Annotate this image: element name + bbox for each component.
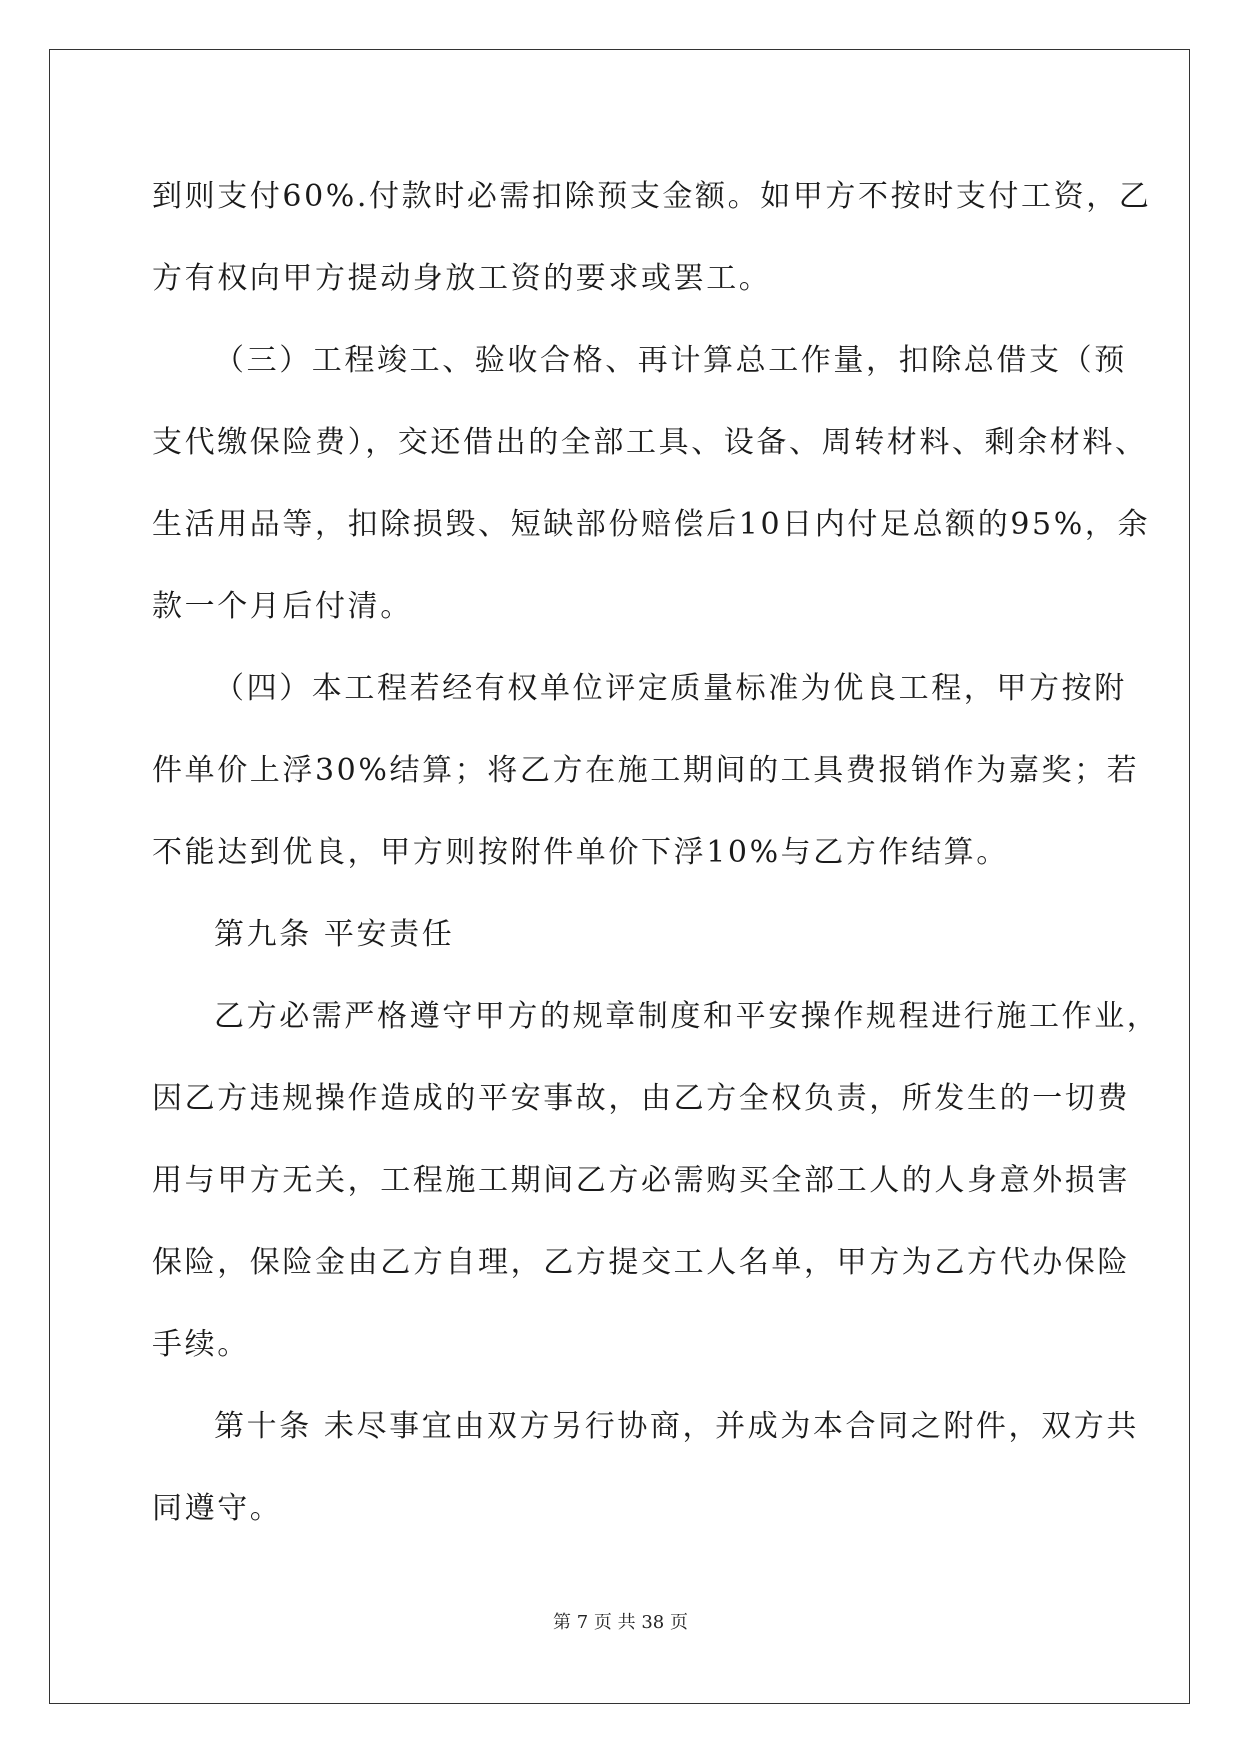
page-number-footer: 第 7 页 共 38 页 [553, 1612, 688, 1633]
text-line: 支代缴保险费），交还借出的全部工具、设备、周转材料、剩余材料、 [152, 425, 1148, 460]
text-line: 件单价上浮30%结算；将乙方在施工期间的工具费报销作为嘉奖；若 [152, 753, 1140, 788]
text-line: 第十条 未尽事宜由双方另行协商，并成为本合同之附件，双方共 [214, 1409, 1139, 1444]
text-line: 到则支付60%.付款时必需扣除预支金额。如甲方不按时支付工资，乙 [152, 179, 1152, 214]
text-line: 方有权向甲方提动身放工资的要求或罢工。 [152, 261, 772, 296]
document-body [152, 156, 1160, 1550]
text-line: 同遵守。 [152, 1491, 283, 1526]
text-line: 不能达到优良，甲方则按附件单价下浮10%与乙方作结算。 [152, 835, 1009, 870]
text-line: 用与甲方无关，工程施工期间乙方必需购买全部工人的人身意外损害 [152, 1163, 1130, 1198]
text-line: 乙方必需严格遵守甲方的规章制度和平安操作规程进行施工作业， [214, 999, 1160, 1034]
section-heading: 第九条 平安责任 [214, 917, 455, 952]
text-line: 生活用品等，扣除损毁、短缺部份赔偿后10日内付足总额的95%，余 [152, 507, 1151, 542]
text-line: 款一个月后付清。 [152, 589, 413, 624]
text-line: 手续。 [152, 1327, 250, 1362]
text-line: （四）本工程若经有权单位评定质量标准为优良工程，甲方按附 [214, 671, 1127, 706]
text-line: 保险，保险金由乙方自理，乙方提交工人名单，甲方为乙方代办保险 [152, 1245, 1130, 1280]
text-line: （三）工程竣工、验收合格、再计算总工作量，扣除总借支（预 [214, 343, 1127, 378]
text-line: 因乙方违规操作造成的平安事故，由乙方全权负责，所发生的一切费 [152, 1081, 1130, 1116]
